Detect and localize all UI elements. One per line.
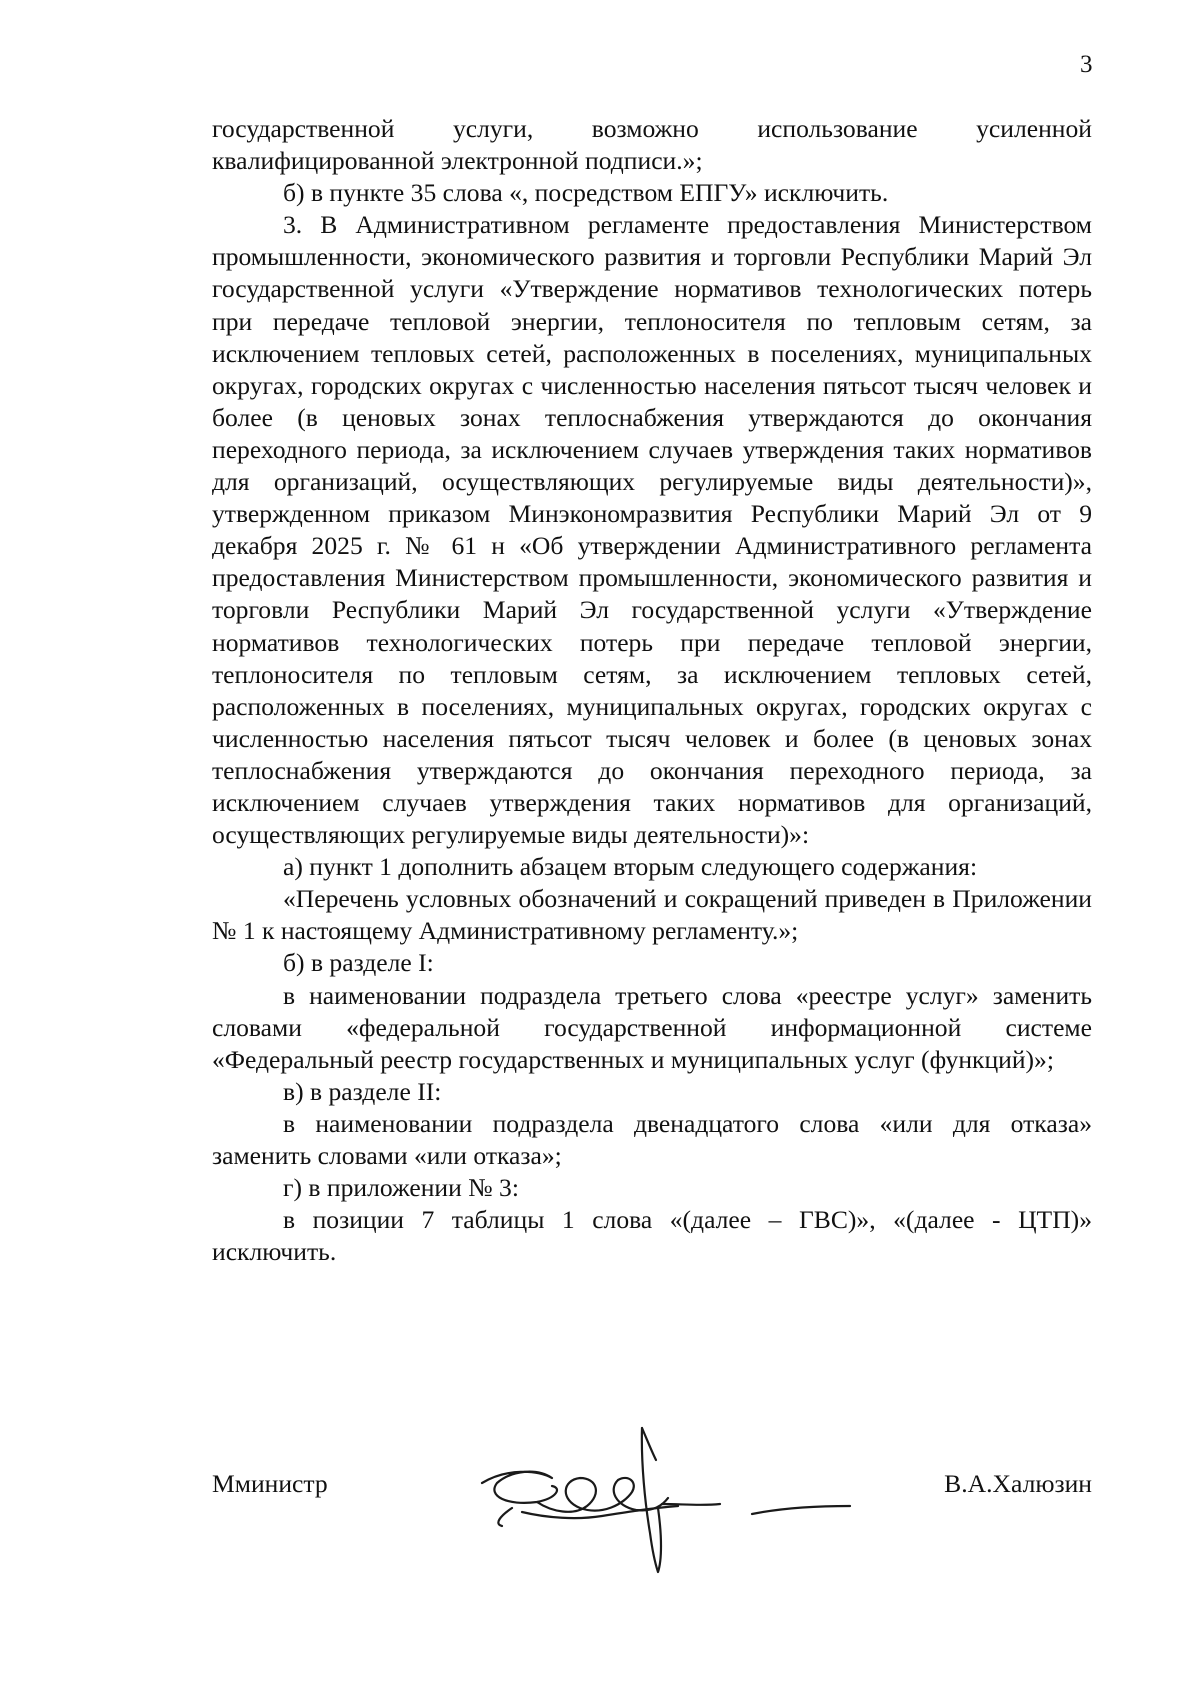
page-number: 3: [1080, 51, 1093, 78]
paragraph-item-a: а) пункт 1 дополнить абзацем вторым следующего содержания:: [283, 852, 978, 882]
paragraph-appendix-3-change: в позиции 7 таблицы 1 слова «(далее – ГВС)», «(далее - ЦТП)» исключить.: [212, 1205, 1092, 1267]
signatory-name: В.А.Халюзин: [944, 1469, 1092, 1498]
paragraph-quote-list: «Перечень условных обозначений и сокращений приведен в Приложении № 1 к настоящему Административному регламенту.»;: [212, 884, 1092, 946]
paragraph-section-1-change: в наименовании подраздела третьего слова «реестре услуг» заменить словами «федеральной государственной информационной системе «Федеральный реестр государственных и муниципальных услуг (функций)»;: [212, 980, 1092, 1074]
handwritten-signature: [452, 1408, 892, 1578]
paragraph-item-b-section-1: б) в разделе I:: [283, 948, 434, 978]
signatory-position: Мминистр: [212, 1469, 328, 1498]
paragraph-section-3: 3. В Административном регламенте предоставления Министерством промышленности, экономического развития и торговли Республики Марий Эл государственной услуги «Утверждение нормативов технологических потерь при передаче тепловой энергии, теплоносителя по тепловым сетям, за исключением тепловых сетей, расположенных в поселениях, муниципальных округах, городских округах с численностью населения пятьсот тысяч человек и более (в ценовых зонах теплоснабжения утверждаются до окончания переходного периода, за исключением случаев утверждения таких нормативов для организаций, осуществляющих регулируемые виды деятельности)», утвержденном приказом Минэкономразвития Республики Марий Эл от 9 декабря 2025 г. № 61 н «Об утверждении Административного регламента предоставления Министерством промышленности, экономического развития и торговли Республики Марий Эл государственной услуги «Утверждение нормативов технологических потерь при передаче тепловой энергии, теплоносителя по тепловым сетям, за исключением тепловых сетей, расположенных в поселениях, муниципальных округах, городских округах с численностью населения пятьсот тысяч человек и более (в ценовых зонах теплоснабжения утверждаются до окончания переходного периода, за исключением случаев утверждения таких нормативов для организаций, осуществляющих регулируемые виды деятельности)»:: [212, 210, 1092, 850]
paragraph-item-g-appendix-3: г) в приложении № 3:: [283, 1173, 519, 1203]
paragraph-item-v-section-2: в) в разделе II:: [283, 1076, 442, 1106]
document-body: [212, 113, 1092, 1268]
signature-block: [212, 1408, 1092, 1578]
paragraph-continuation: государственной услуги, возможно использование усиленной квалифицированной электронной подписи.»;: [212, 114, 1092, 176]
paragraph-item-b-p35: б) в пункте 35 слова «, посредством ЕПГУ» исключить.: [283, 178, 889, 208]
paragraph-section-2-change: в наименовании подраздела двенадцатого слова «или для отказа» заменить словами «или отказа»;: [212, 1108, 1092, 1170]
